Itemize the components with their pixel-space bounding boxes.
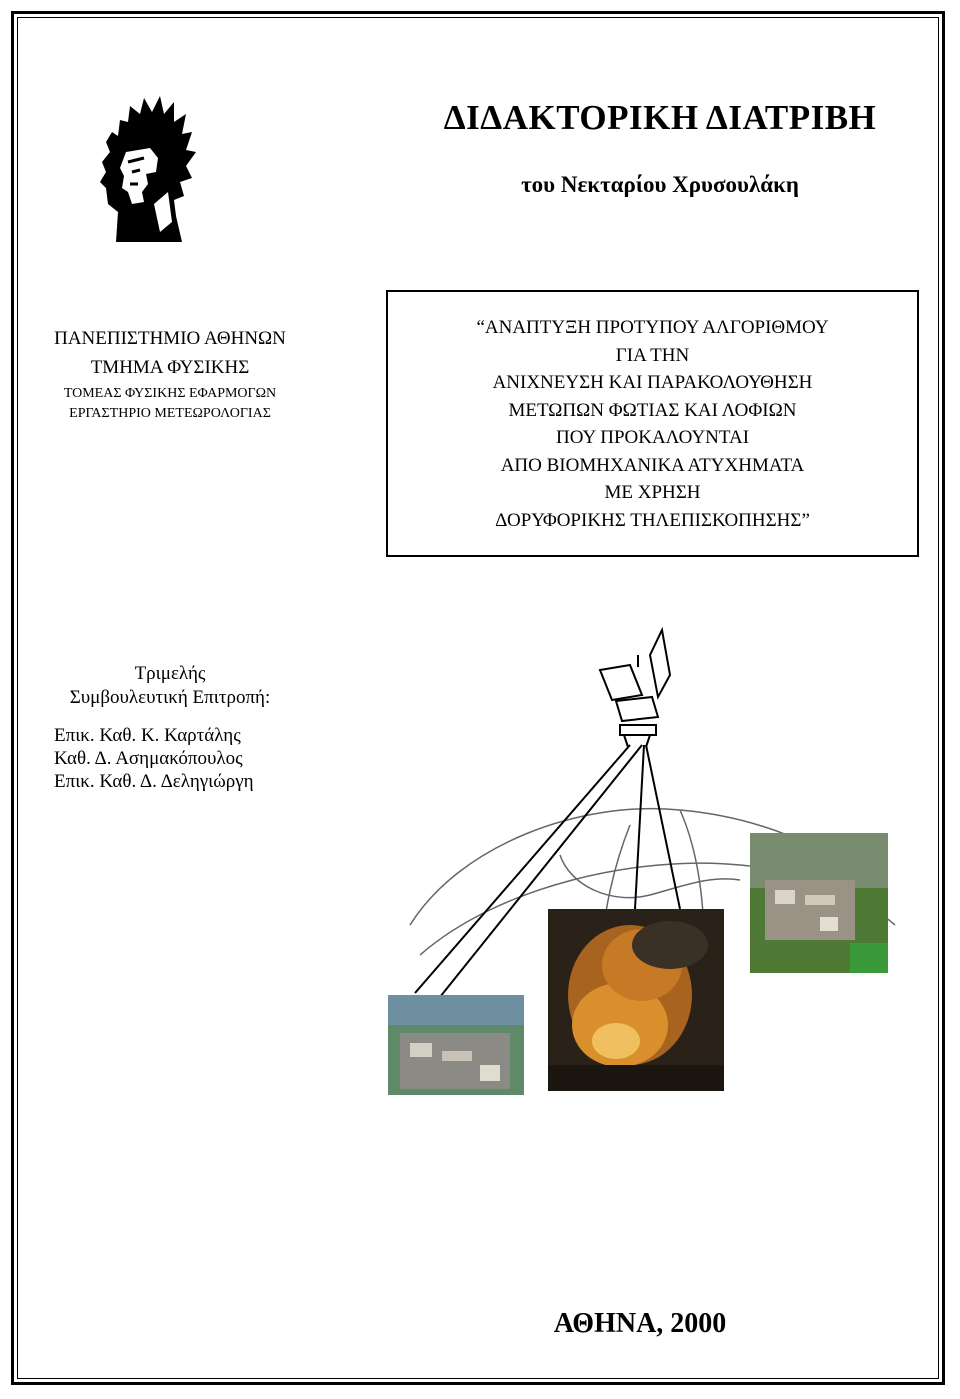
thesis-title-line: ΠΟΥ ΠΡΟΚΑΛΟΥΝΤΑΙ bbox=[555, 427, 750, 448]
thesis-title-box bbox=[386, 290, 919, 557]
university-block bbox=[20, 328, 320, 423]
document-title: ΔΙΔΑΚΤΟΡΙΚΗ ΔΙΑΤΡΙΒΗ bbox=[443, 98, 877, 137]
satellite-icon bbox=[600, 630, 670, 747]
laboratory-name: ΕΡΓΑΣΤΗΡΙΟ ΜΕΤΕΩΡΟΛΟΓΙΑΣ bbox=[69, 406, 271, 422]
committee-heading: Συμβουλευτική Επιτροπή: bbox=[69, 687, 271, 708]
thesis-title-line: ΔΟΡΥΦΟΡΙΚΗΣ ΤΗΛΕΠΙΣΚΟΠΗΣΗΣ” bbox=[495, 509, 810, 531]
thesis-title-line: ΜΕ ΧΡΗΣΗ bbox=[604, 482, 701, 503]
thesis-title-line: ΓΙΑ ΤΗΝ bbox=[615, 344, 690, 366]
committee-member: Επικ. Καθ. Δ. Δεληγιώργη bbox=[54, 771, 254, 792]
satellite-collage-image bbox=[380, 625, 900, 1095]
place-and-year: ΑΘΗΝΑ, 2000 bbox=[553, 1308, 727, 1339]
section-name: ΤΟΜΕΑΣ ΦΥΣΙΚΗΣ ΕΦΑΡΜΟΓΩΝ bbox=[63, 385, 277, 401]
committee-member: Καθ. Δ. Ασημακόπουλος bbox=[54, 748, 243, 769]
advisory-committee bbox=[30, 662, 310, 793]
industrial-site-photo bbox=[750, 833, 888, 973]
refinery-photo bbox=[388, 995, 524, 1095]
department-name: ΤΜΗΜΑ ΦΥΣΙΚΗΣ bbox=[90, 356, 250, 378]
author-line: του Νεκταρίου Χρυσουλάκη bbox=[521, 172, 799, 197]
thesis-title-line: ΑΠΟ ΒΙΟΜΗΧΑΝΙΚΑ ΑΤΥΧΗΜΑΤΑ bbox=[500, 454, 805, 476]
committee-heading: Τριμελής bbox=[134, 663, 206, 684]
committee-members bbox=[30, 724, 310, 793]
thesis-title-line: ΜΕΤΩΠΩΝ ΦΩΤΙΑΣ ΚΑΙ ΛΟΦΙΩΝ bbox=[508, 399, 797, 421]
university-name: ΠΑΝΕΠΙΣΤΗΜΙΟ ΑΘΗΝΩΝ bbox=[54, 328, 286, 349]
thesis-title-line: “ΑΝΑΠΤΥΞΗ ΠΡΟΤΥΠΟΥ ΑΛΓΟΡΙΘΜΟΥ bbox=[476, 317, 829, 338]
committee-member: Επικ. Καθ. Κ. Καρτάλης bbox=[54, 725, 241, 746]
athena-head-logo-icon bbox=[88, 92, 208, 244]
explosion-photo bbox=[548, 909, 724, 1091]
thesis-title-line: ΑΝΙΧΝΕΥΣΗ ΚΑΙ ΠΑΡΑΚΟΛΟΥΘΗΣΗ bbox=[492, 372, 813, 393]
